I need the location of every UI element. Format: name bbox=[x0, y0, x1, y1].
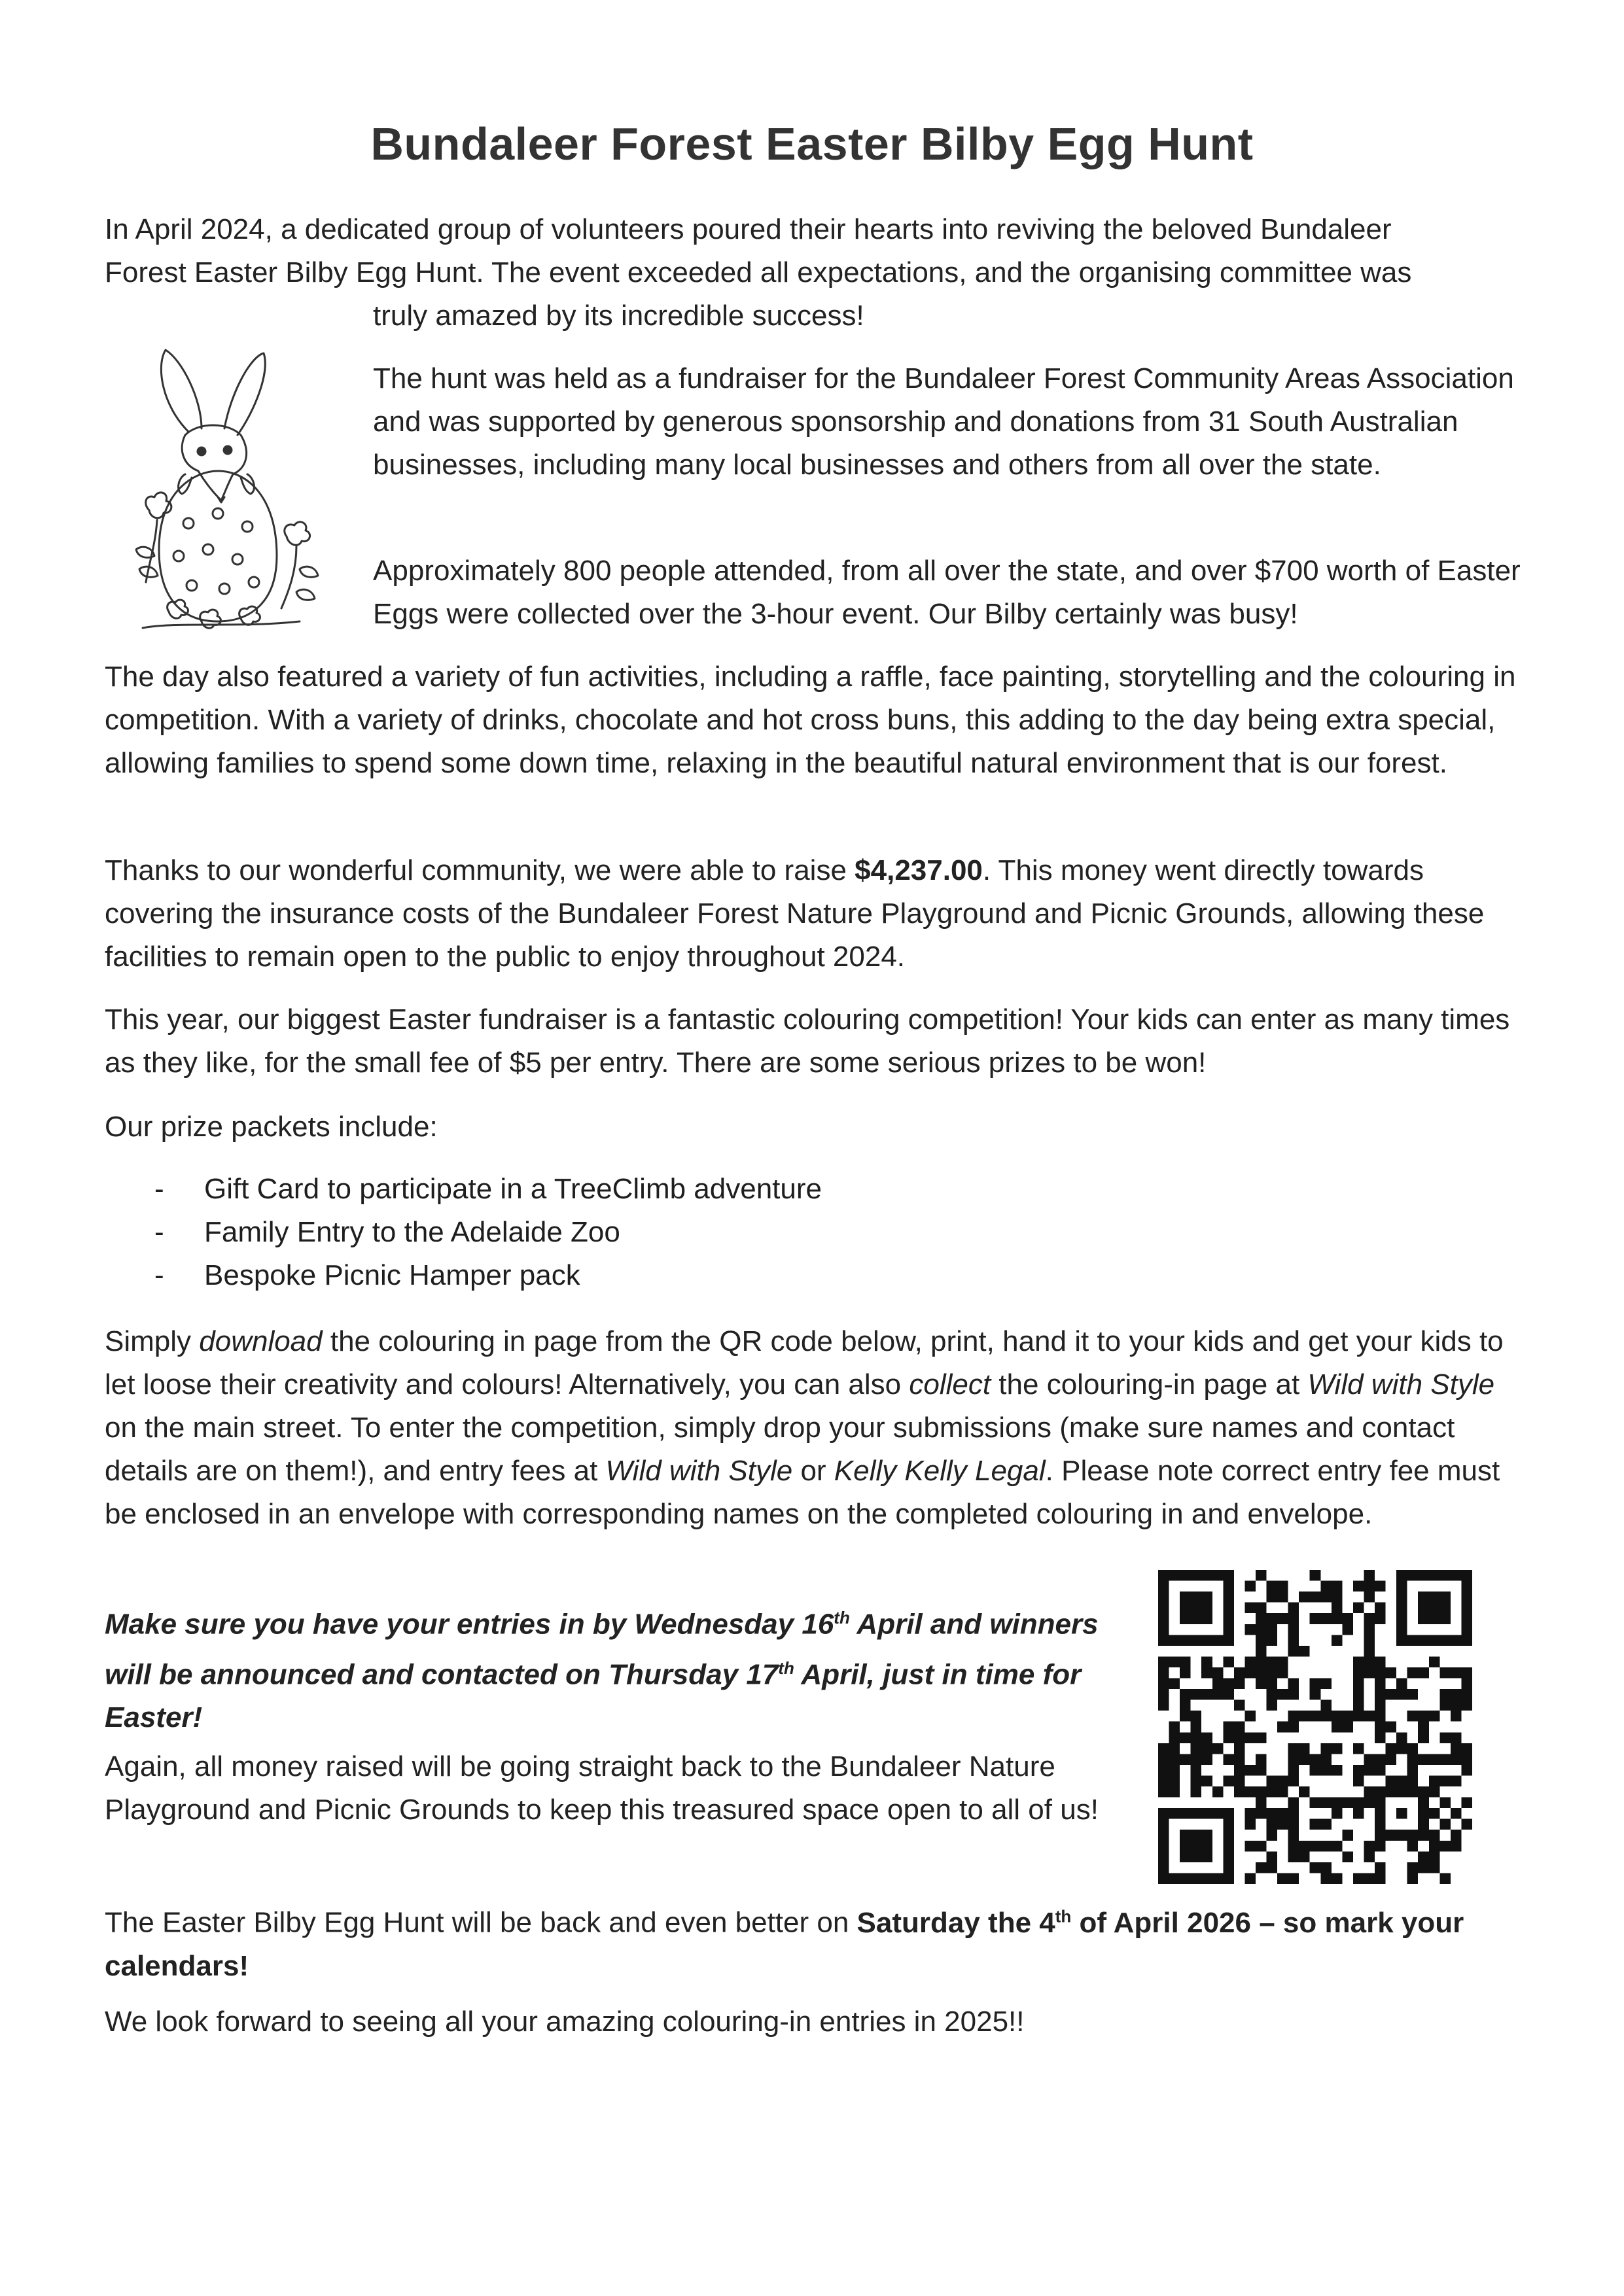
intro-line-1: In April 2024, a dedicated group of volunteers poured their hearts into reviving the beloved Bundaleer bbox=[105, 213, 1392, 245]
fundraise-pre: Thanks to our wonderful community, we were able to raise bbox=[105, 854, 855, 886]
qr-code[interactable] bbox=[1158, 1570, 1472, 1884]
back-paragraph bbox=[105, 1894, 1528, 1988]
page-title: Bundaleer Forest Easter Bilby Egg Hunt bbox=[370, 118, 1254, 169]
instructions-paragraph bbox=[105, 1320, 1528, 1536]
prize-list bbox=[152, 1168, 822, 1297]
list-item: - Gift Card to participate in a TreeClimb adventure bbox=[152, 1168, 822, 1211]
fundraise-post: . This money went directly towards covering the insurance costs of the Bundaleer Forest Nature Playground and Picnic Grounds, allowing these facilities to remain open to the public to enjoy throughout 2024. bbox=[105, 854, 1485, 973]
download-emphasis: download bbox=[199, 1325, 323, 1357]
instructions-text: on the main street. To enter the competition, simply drop your submissions (make sure names and contact details are on them!), and entry fees at bbox=[105, 1412, 1455, 1487]
store-name: Wild with Style bbox=[1307, 1368, 1495, 1400]
activities-paragraph: The day also featured a variety of fun activities, including a raffle, face painting, storytelling and the colouring in competition. With a variety of drinks, chocolate and hot cross buns, this adding to the day being extra special, allowing families to spend some down time, relaxing in the beautiful natural environment that is our forest. bbox=[105, 661, 1516, 779]
attendance-paragraph: Approximately 800 people attended, from all over the state, and over $700 worth of Easter Eggs were collected over the 3-hour event. Our Bilby certainly was busy! bbox=[373, 555, 1521, 630]
ordinal-suffix: th bbox=[834, 1608, 850, 1627]
hunt-paragraph: The hunt was held as a fundraiser for the Bundaleer Forest Community Areas Association and was supported by generous sponsorship and donations from 31 South Australian businesses, including many local businesses and others from all over the state. bbox=[373, 362, 1514, 481]
prizes-intro: Our prize packets include: bbox=[105, 1111, 438, 1143]
raised-amount: $4,237.00 bbox=[855, 854, 983, 886]
instructions-text: or bbox=[792, 1455, 834, 1487]
store-name: Wild with Style bbox=[605, 1455, 793, 1487]
instructions-text: the colouring-in page at bbox=[991, 1368, 1308, 1400]
event-date-text: of April 2026 – so mark your calendars! bbox=[105, 1906, 1464, 1982]
list-item: - Family Entry to the Adelaide Zoo bbox=[152, 1211, 822, 1254]
intro-line-2: Forest Easter Bilby Egg Hunt. The event exceeded all expectations, and the organising committee was bbox=[105, 256, 1412, 288]
deadline-text: April, just in time for Easter! bbox=[105, 1658, 1082, 1734]
again-paragraph: Again, all money raised will be going straight back to the Bundaleer Nature Playground and Picnic Grounds to keep this treasured space open to all of us! bbox=[105, 1750, 1099, 1826]
back-text: The Easter Bilby Egg Hunt will be back and even better on bbox=[105, 1906, 857, 1939]
list-item: - Bespoke Picnic Hamper pack bbox=[152, 1254, 822, 1297]
deadline-text: Make sure you have your entries in by Wednesday 16 bbox=[105, 1608, 834, 1641]
fundraise-paragraph bbox=[105, 849, 1528, 979]
ordinal-suffix: th bbox=[778, 1658, 794, 1678]
instructions-text: Simply bbox=[105, 1325, 200, 1357]
competition-paragraph: This year, our biggest Easter fundraiser is a fantastic colouring competition! Your kids can enter as many times as they like, for the small fee of $5 per entry. There are some serious prizes to be won! bbox=[105, 1003, 1510, 1079]
instructions-text: the colouring in page from the QR code below, print, hand it to your kids and get your kids to let loose their creativity and colours! Alternatively, you can also bbox=[105, 1325, 1504, 1400]
ordinal-suffix: th bbox=[1055, 1906, 1072, 1926]
store-name: Kelly Kelly Legal bbox=[834, 1455, 1046, 1487]
instructions-text: . Please note correct entry fee must be enclosed in an envelope with corresponding names on the completed colouring in and envelope. bbox=[105, 1455, 1500, 1530]
event-date-text: Saturday the 4 bbox=[856, 1906, 1055, 1939]
deadline-text: April and winners will be announced and contacted on Thursday 17 bbox=[105, 1608, 1099, 1691]
deadline-paragraph bbox=[105, 1596, 1139, 1739]
closing-line: We look forward to seeing all your amazing colouring-in entries in 2025!! bbox=[105, 2006, 1025, 2038]
collect-emphasis: collect bbox=[909, 1368, 991, 1400]
bilby-egg-illustration bbox=[110, 340, 332, 635]
intro-line-3: truly amazed by its incredible success! bbox=[373, 300, 864, 332]
